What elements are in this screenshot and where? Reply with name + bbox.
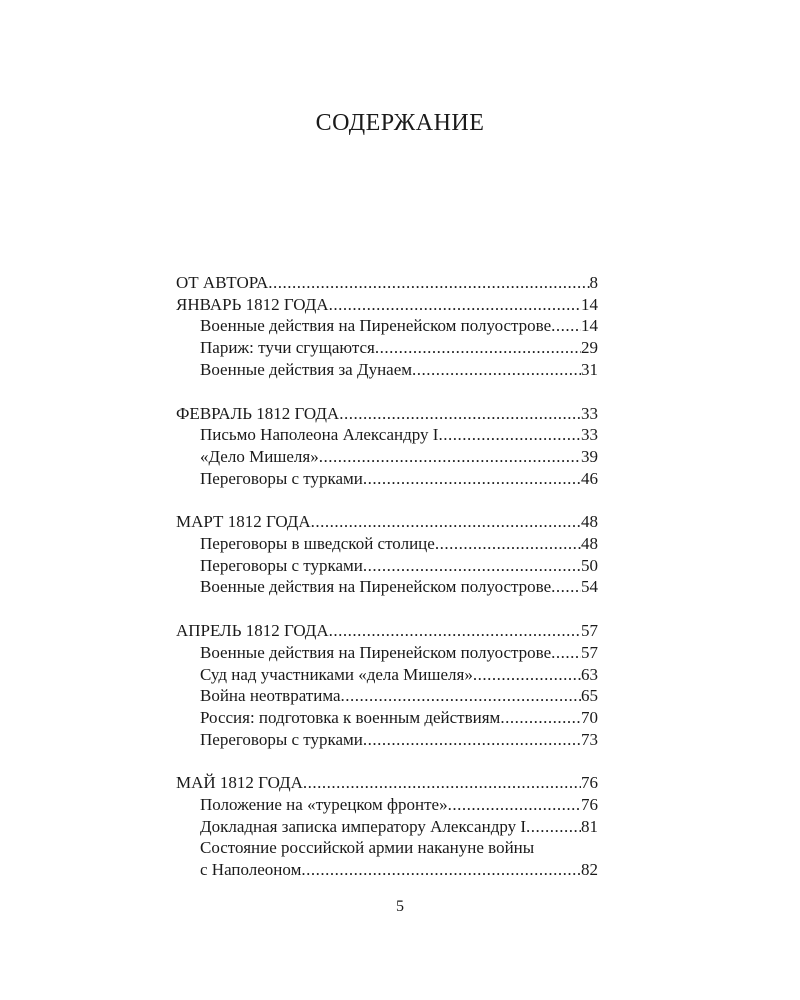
dot-leader bbox=[448, 794, 581, 816]
toc-subentry[interactable] bbox=[176, 642, 598, 664]
section-gap bbox=[176, 489, 598, 511]
toc-entry-page: 14 bbox=[581, 294, 598, 314]
toc-entry-label: МАЙ 1812 ГОДА bbox=[176, 773, 303, 793]
toc-subentry[interactable] bbox=[176, 729, 598, 751]
toc-section-heading[interactable] bbox=[176, 294, 598, 316]
toc-entry-label: ФЕВРАЛЬ 1812 ГОДА bbox=[176, 403, 340, 423]
toc-section-heading[interactable] bbox=[176, 403, 598, 425]
toc-entry-label: Военные действия за Дунаем bbox=[200, 359, 413, 379]
dot-leader bbox=[329, 620, 581, 642]
dot-leader bbox=[500, 707, 581, 729]
toc-entry-label: Докладная записка императору Александру I bbox=[200, 816, 527, 836]
toc-entry-page: 57 bbox=[581, 621, 598, 641]
toc-subentry[interactable] bbox=[176, 794, 598, 816]
toc-entry-label: Положение на «турецком фронте» bbox=[200, 795, 448, 815]
toc-entry-multiline[interactable] bbox=[176, 837, 598, 880]
toc-subentry[interactable] bbox=[176, 468, 598, 490]
toc-entry-page: 50 bbox=[581, 555, 598, 575]
dot-leader bbox=[339, 403, 581, 425]
dot-leader bbox=[551, 642, 581, 664]
toc-entry-label: Военные действия на Пиренейском полуострове bbox=[200, 316, 552, 336]
toc-section-heading[interactable] bbox=[176, 511, 598, 533]
toc-entry-label: ОТ АВТОРА bbox=[176, 273, 269, 292]
toc-entry-label: Переговоры в шведской столице bbox=[200, 534, 435, 554]
page-number: 5 bbox=[396, 898, 404, 915]
toc-entry-label: Военные действия на Пиренейском полуострове bbox=[200, 642, 552, 662]
dot-leader bbox=[363, 729, 581, 751]
toc-entry-page: 39 bbox=[581, 446, 598, 466]
dot-leader bbox=[473, 664, 581, 686]
toc-subentry[interactable] bbox=[176, 337, 598, 359]
dot-leader bbox=[301, 859, 581, 881]
toc-entry-label: Военные действия на Пиренейском полуострове bbox=[200, 577, 552, 597]
dot-leader bbox=[303, 772, 581, 794]
toc-subentry[interactable] bbox=[176, 576, 598, 598]
toc-entry-label: Париж: тучи сгущаются bbox=[200, 338, 375, 358]
toc-entry-page: 8 bbox=[589, 273, 598, 292]
toc-entry-label: «Дело Мишеля» bbox=[200, 446, 319, 466]
dot-leader bbox=[311, 511, 581, 533]
toc-entry-label: Россия: подготовка к военным действиям bbox=[200, 707, 501, 727]
toc-entry-label: с Наполеоном bbox=[200, 860, 302, 880]
toc-entry-page: 82 bbox=[581, 860, 598, 880]
toc-entry-page: 14 bbox=[581, 316, 598, 336]
toc-entry-label: Война неотвратима bbox=[200, 686, 341, 706]
dot-leader bbox=[363, 555, 581, 577]
toc-entry-label-line1: Состояние российской армии накануне войны bbox=[200, 838, 535, 858]
toc-entry-page: 33 bbox=[581, 425, 598, 445]
toc-entry-label: Переговоры с турками bbox=[200, 555, 363, 575]
toc-entry-page: 54 bbox=[581, 577, 598, 597]
toc-entry-page: 57 bbox=[581, 642, 598, 662]
dot-leader bbox=[319, 446, 581, 468]
toc-subentry[interactable] bbox=[176, 446, 598, 468]
dot-leader bbox=[375, 337, 581, 359]
toc-subentry[interactable] bbox=[176, 315, 598, 337]
toc-entry-page: 48 bbox=[581, 534, 598, 554]
dot-leader bbox=[268, 272, 589, 294]
toc-subentry[interactable] bbox=[176, 424, 598, 446]
dot-leader bbox=[412, 359, 581, 381]
toc-entry-label: Переговоры с турками bbox=[200, 729, 363, 749]
toc-entry-page: 48 bbox=[581, 512, 598, 532]
toc-entry-page: 73 bbox=[581, 729, 598, 749]
toc-subentry[interactable] bbox=[176, 707, 598, 729]
dot-leader bbox=[526, 816, 581, 838]
section-gap bbox=[176, 598, 598, 620]
page-title: СОДЕРЖАНИЕ bbox=[315, 110, 485, 136]
dot-leader bbox=[341, 685, 581, 707]
dot-leader bbox=[551, 315, 581, 337]
toc-entry-page: 33 bbox=[581, 403, 598, 423]
section-gap bbox=[176, 381, 598, 403]
toc-entry-page: 63 bbox=[581, 664, 598, 684]
toc-entry-page: 29 bbox=[581, 338, 598, 358]
toc-entry-page: 76 bbox=[581, 773, 598, 793]
toc-entry-label: Письмо Наполеона Александру I bbox=[200, 425, 439, 445]
toc-entry-label: Суд над участниками «дела Мишеля» bbox=[200, 664, 473, 684]
section-gap bbox=[176, 750, 598, 772]
dot-leader bbox=[438, 424, 581, 446]
dot-leader bbox=[435, 533, 581, 555]
toc-entry-line2 bbox=[200, 859, 598, 881]
toc-entry-page: 81 bbox=[581, 816, 598, 836]
toc-entry-page: 31 bbox=[581, 359, 598, 379]
toc-subentry[interactable] bbox=[176, 816, 598, 838]
toc-subentry[interactable] bbox=[176, 685, 598, 707]
toc-subentry[interactable] bbox=[176, 359, 598, 381]
toc-entry-label: МАРТ 1812 ГОДА bbox=[176, 512, 311, 532]
toc-entry-page: 46 bbox=[581, 468, 598, 488]
dot-leader bbox=[329, 294, 581, 316]
toc-subentry[interactable] bbox=[176, 533, 598, 555]
toc-section-heading[interactable] bbox=[176, 272, 598, 294]
dot-leader bbox=[363, 468, 581, 490]
toc-entry-label: ЯНВАРЬ 1812 ГОДА bbox=[176, 294, 329, 314]
dot-leader bbox=[551, 576, 581, 598]
toc-entry-page: 65 bbox=[581, 686, 598, 706]
toc-section-heading[interactable] bbox=[176, 620, 598, 642]
toc-entry-label: Переговоры с турками bbox=[200, 468, 363, 488]
toc-entry-label: АПРЕЛЬ 1812 ГОДА bbox=[176, 621, 329, 641]
toc-entry-page: 70 bbox=[581, 707, 598, 727]
toc-subentry[interactable] bbox=[176, 664, 598, 686]
toc-section-heading[interactable] bbox=[176, 772, 598, 794]
toc-entry-page: 76 bbox=[581, 795, 598, 815]
table-of-contents bbox=[176, 272, 598, 881]
toc-subentry[interactable] bbox=[176, 555, 598, 577]
